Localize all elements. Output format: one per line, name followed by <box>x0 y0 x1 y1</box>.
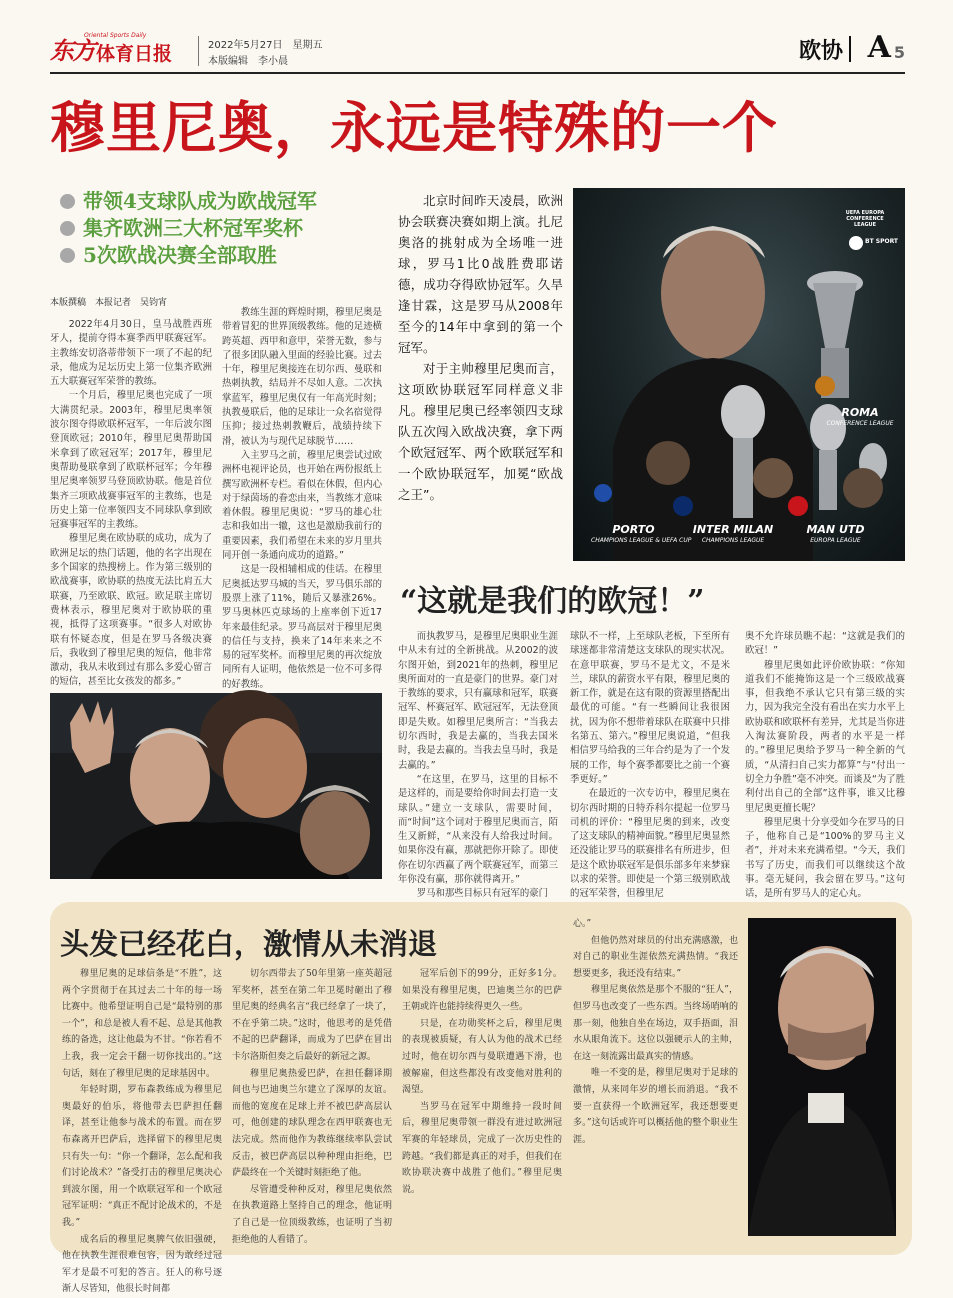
sidebar-paragraph: 穆里尼奥热爱巴萨，在担任翻译期间也与巴迪奥兰尔建立了深厚的友谊。而他的宽度在足球上并不被巴萨高层认可，他创建的球队理念在西甲联赛也无法完成。然而他作为教练继续率队尝试反击，被巴萨高层以种种理由拒绝，巴萨最终在一个关键时刻拒绝了他。 <box>232 1068 392 1179</box>
article-paragraph: “在这里，在罗马，这里的目标不是这样的，而是要给你时间去打造一支球队。”建立一支球队，需要时间，而“时间”这个词对于穆里尼奥而言，陌生又新鲜，“从来没有人给我过时间。如果你没有赢，那就把你开除了。即使你在切尔西赢了两个联赛冠军，而第三年你没有赢，那你就得离开。” <box>398 773 558 886</box>
logo-text: 体育日报 <box>96 43 173 65</box>
uecl-logo-text: UEFA EUROPA CONFERENCE LEAGUE <box>845 210 885 228</box>
article-paragraph: 教练生涯的辉煌时期，穆里尼奥是带着冒犯的世界顶级教练。他的足迹横跨英超、西甲和意甲，荣誉无数，参与了很多团队融入里面的经验比赛。过去十年，穆里尼奥接连在切尔西、曼联和热刺执教，结局并不尽如人意。二次执掌蓝军，穆里尼奥仅有一年高光时刻；执教曼联后，他的足球让一众名宿觉得压抑；接过热刺教鞭后，战绩持续下滑，被认为与现代足球脱节…… <box>222 307 382 447</box>
article-paragraph: 2022年4月30日，皇马战胜西班牙人，提前夺得本赛季西甲联赛冠军。主教练安切洛蒂带领下一项了不起的纪录，他成为足坛历史上第一位集齐欧洲五大联赛冠军荣誉的教练。 <box>50 319 212 388</box>
sidebar-column-3 <box>402 966 562 1246</box>
graphic-illustration <box>573 188 905 561</box>
trophy-label-roma <box>820 401 900 427</box>
sidebar-paragraph: 只是，在功勋奖杯之后，穆里尼奥的表现被质疑，有人认为他的战术已经过时，他在切尔西与曼联遭遇下滑，也被解雇，但这些都没有改变他对胜利的渴望。 <box>402 1018 562 1096</box>
article-paragraph: 罗马和那些目标只有冠军的豪门 <box>416 888 549 900</box>
sidebar-paragraph: 当罗马在冠军中期维持一段时间后，穆里尼奥带领一群没有进过欧洲冠军赛的年轻球员，完成了一次历史性的跨越。“我们都是真正的对手，但我们在欧协联决赛中战胜了他们。”穆里尼奥说。 <box>402 1101 562 1195</box>
club-name: PORTO <box>612 523 655 536</box>
trophy-label-manutd <box>793 518 878 544</box>
subhead-bullet <box>60 215 400 242</box>
article-paragraph: 而执教罗马，是穆里尼奥职业生涯中从未有过的全新挑战。从2002的波尔图开始，到2021年的热刺，穆里尼奥所面对的一直是豪门的世界。豪门对于教练的要求，只有赢球和冠军，联赛冠军、杯赛冠军、欧冠冠军，无法登顶即是失败。如穆里尼奥所言：“当我去切尔西时，我是去赢的，当我去国米时，我是去赢的。当我去皇马时，我是去赢的。” <box>398 631 558 771</box>
article-paragraph: 一个月后，穆里尼奥也完成了一项大满贯纪录。2003年，穆里尼奥率领波尔图夺得欧联杯冠军，一年后波尔图登顶欧冠；2010年，穆里尼奥帮助国米拿到了欧冠冠军；2017年，穆里尼奥帮助曼联拿到了欧联杯冠军；今年穆里尼奥率领罗马登顶欧协联。他是首位集齐三项欧战赛事冠军的主教练，也是历史上第一位率领四支不同球队拿到欧冠赛事冠军的主教练。 <box>50 390 212 531</box>
sidebar-paragraph: 切尔西带去了50年里第一座英超冠军奖杯，甚至在第二年卫冕时砸出了穆里尼奥的经典名言“我已经拿了一块了，不在乎第二块。”这时，他思考的是凭借不起的巴萨翻译，而成为了巴萨在冒出卡尔洛斯但奏之后最好的新冠之源。 <box>232 969 392 1062</box>
article-paragraph: 穆里尼奥在欧协联的成功，成为了欧洲足坛的热门话题，他的名字出现在多个国家的热搜榜上。作为第三级别的欧战赛事，欧协联的热度无法比肩五大联赛，乃至欧联、欧冠。欧足联主席切费林表示，穆里尼奥对于欧协联的重视，抵得了这项赛事。“很多人对欧协联有怀疑态度，但是在罗马各级决赛后，我收到了穆里尼奥的短信，他非常激动，我从未收到过有那么多爱心留言的短信，甚至比女孩发的都多。” <box>50 533 212 688</box>
sidebar-paragraph: 尽管遭受种种反对，穆里尼奥依然在执教道路上坚持自己的理念，他证明了自己是一位顶级教练，也证明了当初拒绝他的人看错了。 <box>232 1184 392 1245</box>
competition-name: EUROPA LEAGUE <box>810 537 861 544</box>
article-column-2 <box>222 306 382 692</box>
lead-text: 北京时间昨天凌晨，欧洲协会联赛决赛如期上演。扎尼奥洛的挑射成为全场唯一进球，罗马1比0战胜费耶诺德，成功夺得欧协冠军。久旱逢甘霖，这是罗马从2008年至今的14年中拿到的第一个冠军。 <box>398 193 563 355</box>
subhead-bullets <box>60 188 400 269</box>
pull-quote: “这就是我们的欧冠！” <box>400 584 705 619</box>
article-column-4 <box>570 630 730 902</box>
trophy-label-inter <box>688 518 778 544</box>
sidebar-column-2 <box>232 966 392 1246</box>
sidebar-paragraph: 唯一不变的是，穆里尼奥对于足球的激情，从来同年岁的增长而消退。“我不要一直获得一个欧洲冠军，我还想要更多。”这句话或许可以概括他的整个职业生涯。 <box>573 1068 738 1145</box>
article-paragraph: 球队不一样，上至球队老板，下至所有球迷都非常清楚这支球队的现实状况。在意甲联赛，罗马不是尤文，不是米兰，球队的薪资水平有限，穆里尼奥的新工作，就是在这有限的资源里搭配出最优的可能。“有一些瞬间让我很困扰，因为你不想带着球队在联赛中只排名第五、第六。”穆里尼奥说道，“但我相信罗马给我的三年合约是为了一个发展的工作，每个赛季都要比之前一个赛季更好。” <box>570 631 730 785</box>
headline: 穆里尼奥，永远是特殊的一个 <box>50 95 779 160</box>
section-name: 欧协 <box>798 38 843 64</box>
emotional-illustration <box>748 918 896 1236</box>
article-paragraph: 在最近的一次专访中，穆里尼奥在切尔西时期的日特乔科尔提起一位罗马司机的评价：“穆里尼奥的到来，改变了这支球队的精神面貌。”穆里尼奥显然还没能让罗马的联赛排名有所进步，但是这个欧协联冠军是俱乐部多年来梦寐以求的荣誉。即使是一个第三级别欧战的冠军荣誉，但穆里尼 <box>570 788 730 900</box>
article-paragraph: 穆里尼奥十分享受如今在罗马的日子，他称自己是“100%的罗马主义者”，并对未来充满希望。“今天，我们书写了历史，而我们可以继续这个故事。毫无疑问，我会留在罗马。”这句话，是所有罗马人的定心丸。 <box>745 816 905 900</box>
sidebar-paragraph: 年轻时期，罗布森教练成为穆里尼奥最好的伯乐，将他带去巴萨担任翻译，甚至让他参与战术的布置。而在罗布森离开巴萨后，选择留下的穆里尼奥只有失一句：“你一个翻译，怎么配和我们讨论战术？”备受打击的穆里尼奥决心到波尔图，用一个欧联冠军和一个欧冠冠军证明：“真正不配讨论战术的，不是我。” <box>62 1085 222 1228</box>
club-name: ROMA <box>841 406 879 419</box>
subhead-bullet <box>60 188 400 215</box>
competition-name: CONFERENCE LEAGUE <box>826 420 894 427</box>
club-name: INTER MILAN <box>692 523 774 536</box>
article-paragraph: 入主罗马之前，穆里尼奥尝试过欧洲杯电视评论员，也开始在两份报纸上撰写欧洲杯专栏。看似在休假，但内心对于绿茵场的眷恋由来，当教练才意味着休假。穆里尼奥说：“罗马的雄心壮志和我如出一辙，这也是激励我前行的重要因素，我们希望在未来的岁月里共同开创一条通向成功的道路。” <box>222 449 382 562</box>
article-column-1 <box>50 318 212 690</box>
article-paragraph: 奥不允许球员瞧不起：“这就是我们的欧冠！” <box>745 631 905 657</box>
sidebar-column-1 <box>62 966 222 1295</box>
trophy-label-porto <box>591 518 692 544</box>
competition-name: CHAMPIONS LEAGUE & UEFA CUP <box>591 537 692 544</box>
article-paragraph: 穆里尼奥如此评价欧协联：“你知道我们不能掩饰这是一个三级欧战赛事，但我绝不承认它只有第三级的实力，因为我完全没有看出在实力水平上欧协联和欧联杯有差异，尤其是当你进入淘汰赛阶段，两者的水平是一样的。”穆里尼奥给予罗马一种全新的气质，“从清扫自己实力都算”与“付出一切全力争胜”毫不冲突。而谈及“为了胜利付出自己的全部”这件事，谁又比穆里尼奥更擅长呢？ <box>745 659 905 814</box>
bullet-text: 集齐欧洲三大杯冠军奖杯 <box>83 216 303 240</box>
article-column-3 <box>398 630 558 902</box>
competition-name: CHAMPIONS LEAGUE <box>701 537 765 544</box>
logo-english: Oriental Sports Daily <box>84 32 147 39</box>
masthead <box>50 30 905 74</box>
bullet-dot-icon <box>60 221 75 236</box>
sidebar-paragraph: 穆里尼奥依然是那个不服的“狂人”，但罗马也改变了一些东西。当终场哨响的那一刻，他独自坐在场边，双手捂面，泪水从眼角流下。这位以强硬示人的主帅，在这一刻流露出最真实的情感。 <box>573 985 738 1062</box>
sidebar-paragraph: 冠军后创下的99分，正好多1分。如果没有穆里尼奥，巴迪奥兰尔的巴萨王朝或许也能持续得更久一些。 <box>402 969 562 1013</box>
broadcaster-logo: BT SPORT <box>865 238 899 245</box>
article-paragraph: 这是一段相辅相成的佳话。在穆里尼奥抵达罗马城的当天，罗马俱乐部的股票上涨了11%，随后又暴涨26%。罗马奥林匹克球场的上座率创下近17年来最佳纪录。罗马高层对于穆里尼奥的信任与支持，换来了14年来来之不易的冠军奖杯。而穆里尼奥的再次绽放同所有人证明，他依然是一位不可多得的好教练。 <box>222 564 382 690</box>
emotional-mourinho-photo <box>748 918 896 1236</box>
sidebar-paragraph: 成名后的穆里尼奥脾气依旧强硬，他在执教生涯很难包容，因为敢经过冠军才是最不可犯的答言。狂人的称号逐渐人尽皆知，他很长时间都 <box>62 1234 222 1295</box>
celebration-photo <box>50 693 382 879</box>
article-column-5 <box>745 630 905 902</box>
page-digit: 5 <box>893 43 905 62</box>
sidebar-paragraph: 穆里尼奥的足球信条是“不胜”，这两个字贯彻于在其过去二十年的每一场比赛中。他希望证明自己是“最特别的那一个”，和总是被人看不起、总是其他教练的备选，这让他最为不甘。“你若看不上我，我一定会干翻一切你找出的。”这句话，刻在了穆里尼奥的足球基因中。 <box>62 969 222 1079</box>
mourinho-trophies-graphic <box>573 188 905 561</box>
page-number <box>868 30 905 65</box>
bullet-text: 带领4支球队成为欧战冠军 <box>83 189 317 213</box>
bullet-dot-icon <box>60 248 75 263</box>
page-editor: 本版编辑 李小晨 <box>208 56 288 67</box>
sidebar-column-4 <box>573 916 738 1246</box>
sidebar-paragraph: 但他仍然对球员的付出充满感激，也对自己的职业生涯依然充满热情。“我还想要更多，我还没有结束。” <box>573 935 738 979</box>
club-name: MAN UTD <box>806 523 865 536</box>
page-letter: A <box>867 30 891 65</box>
header-divider <box>198 36 199 66</box>
issue-date: 2022年5月27日 星期五 <box>208 40 323 51</box>
lead-text: 对于主帅穆里尼奥而言，这项欧协联冠军同样意义非凡。穆里尼奥已经率领四支球队五次闯入欧战决赛，拿下两个欧冠冠军、两个欧联冠军和一个欧协联冠军，加冕“欧战之王”。 <box>398 361 563 502</box>
byline: 本版撰稿 本报记者 吴钧宵 <box>50 298 168 308</box>
lead-paragraph <box>398 190 563 505</box>
section-divider <box>849 36 851 62</box>
logo-mark: 东方 <box>50 36 94 65</box>
subhead-bullet <box>60 242 400 269</box>
celebration-illustration <box>50 693 382 879</box>
header-rule <box>50 72 905 74</box>
sidebar-paragraph: 心。” <box>573 919 592 929</box>
bullet-dot-icon <box>60 194 75 209</box>
bullet-text: 5次欧战决赛全部取胜 <box>83 243 277 267</box>
sidebar-title: 头发已经花白，激情从未消退 <box>60 927 438 961</box>
